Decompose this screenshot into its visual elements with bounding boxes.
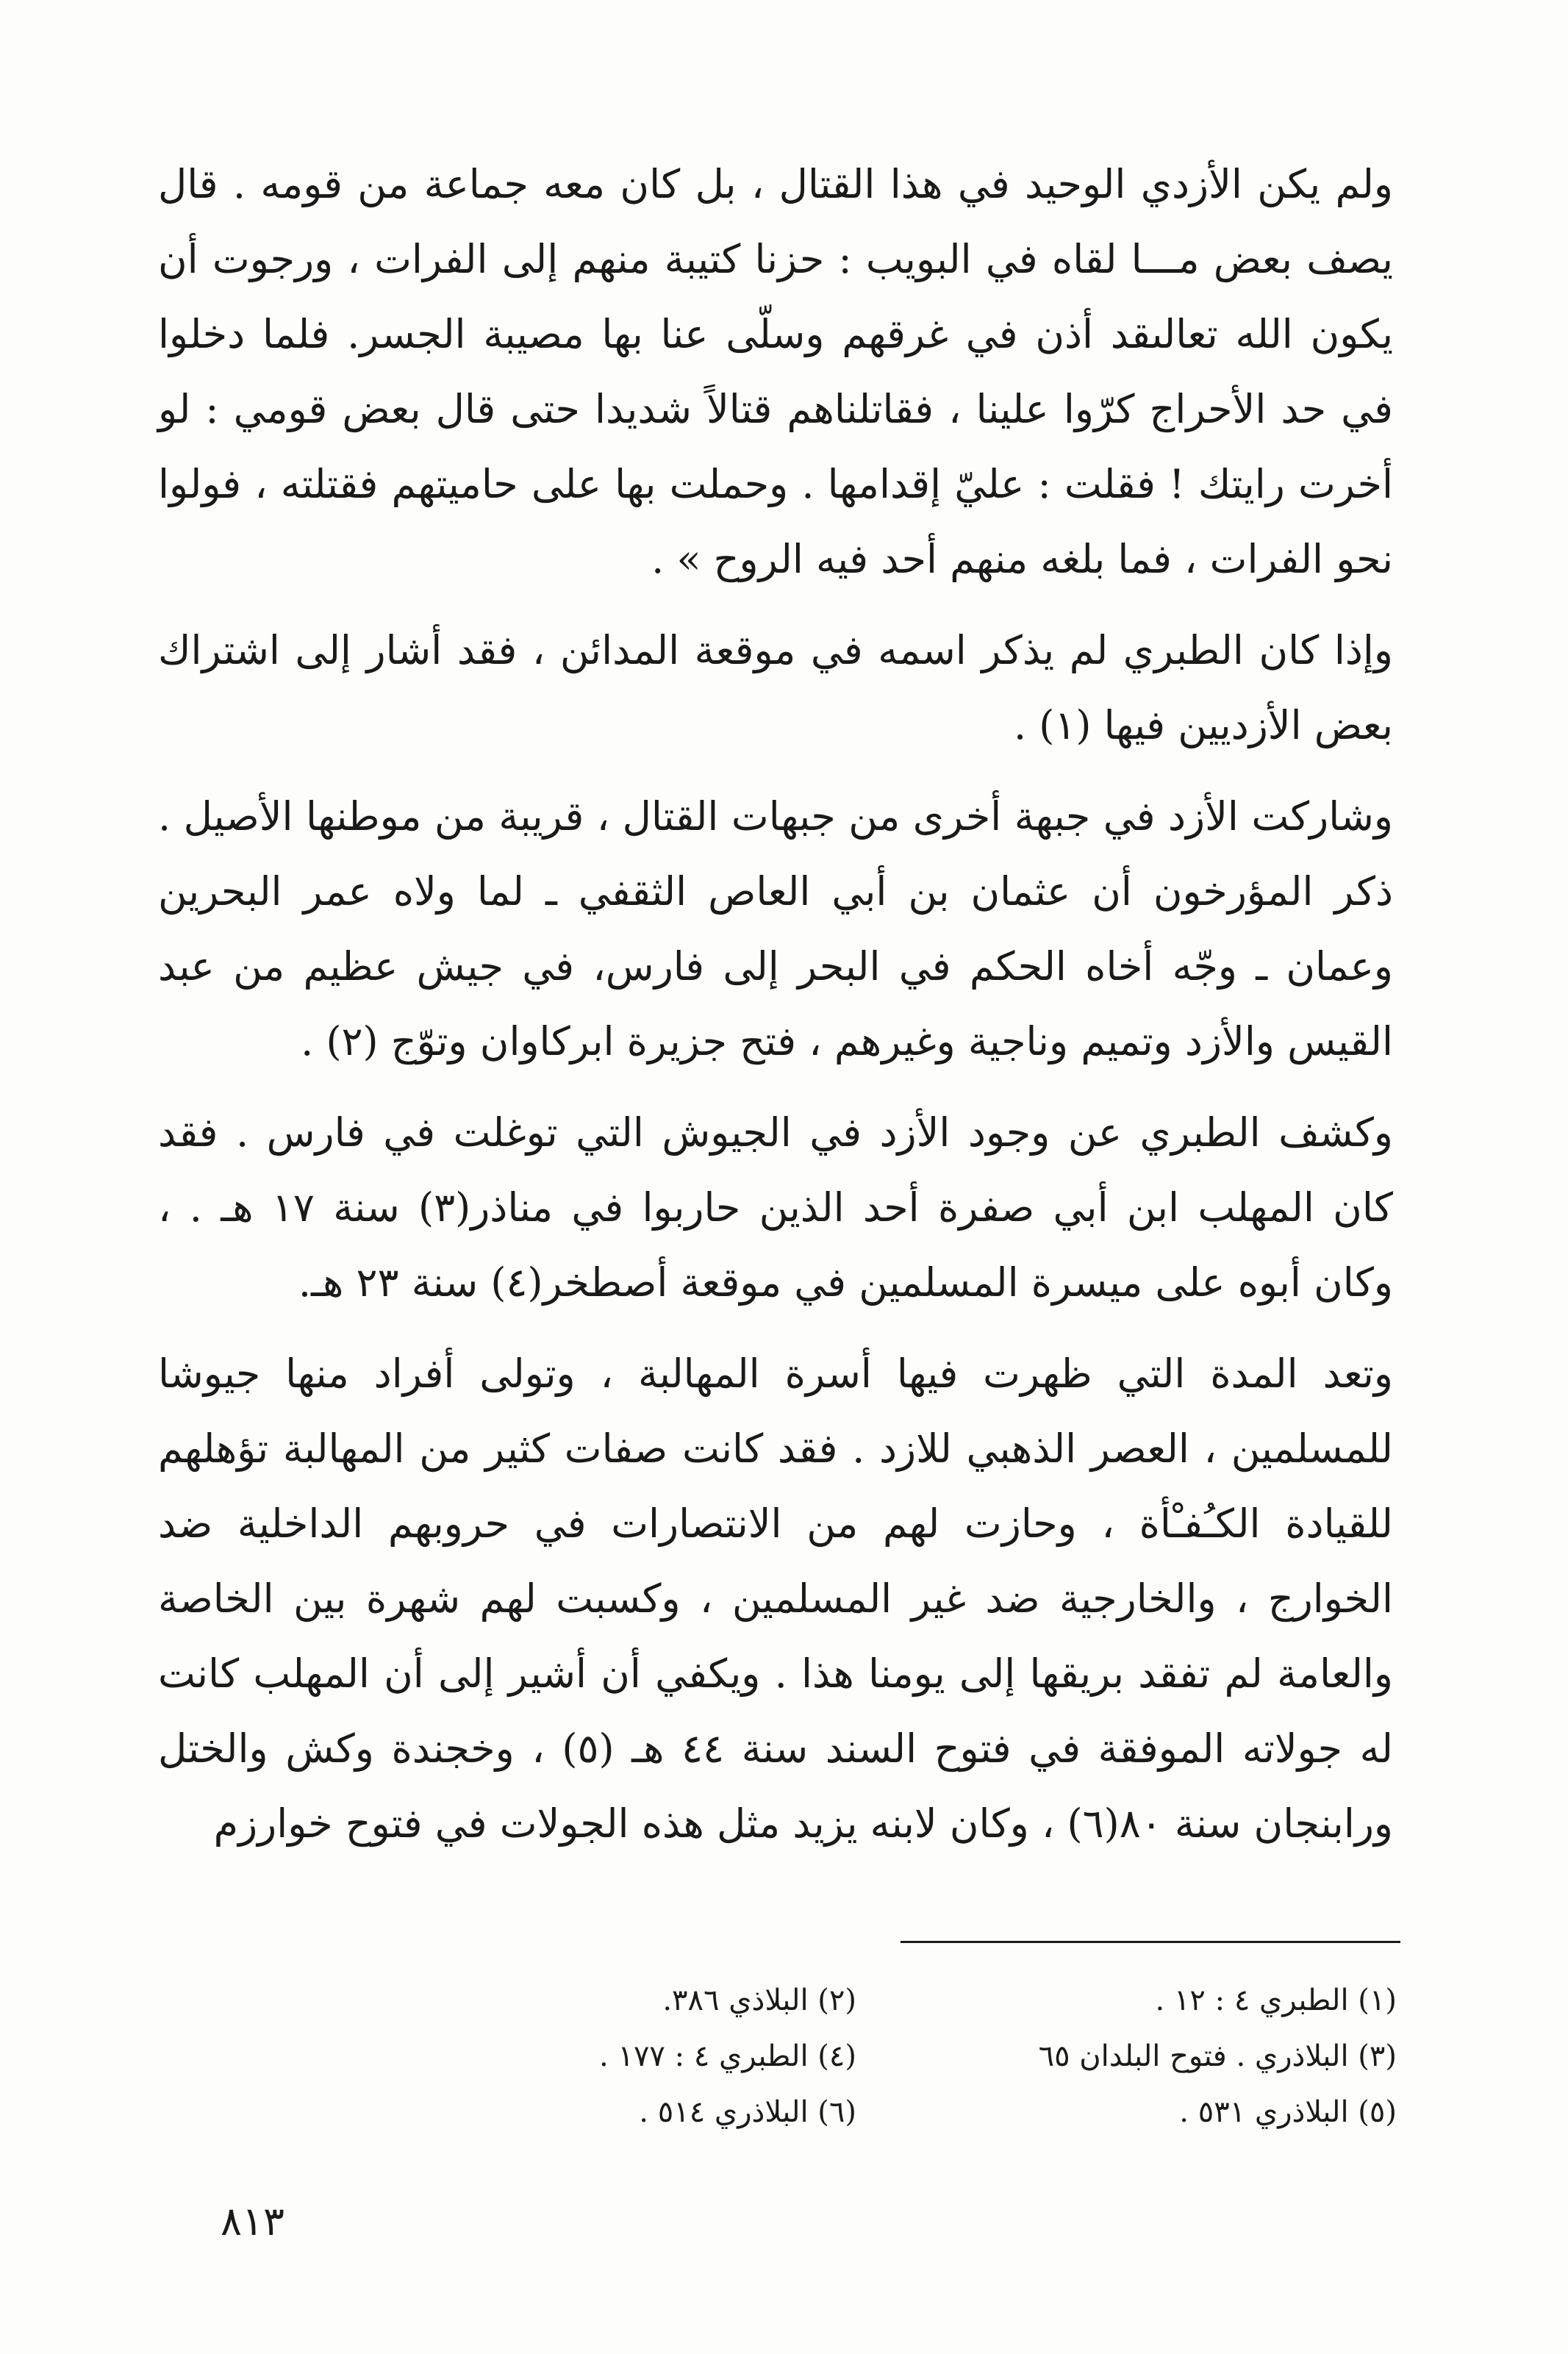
footnote-4: (٤) الطبري ٤ : ١٧٧ . [599, 2039, 856, 2073]
footnote-3: (٣) البلاذري . فتوح البلدان ٦٥ [1038, 2039, 1397, 2073]
footnote-divider [901, 1941, 1400, 1943]
paragraph-2: وإذا كان الطبري لم يذكر اسمه في موقعة المدائن ، فقد أشار إلى اشتراك بعض الأزديين فيها (١) . [158, 627, 1393, 748]
footnotes [382, 1978, 1397, 2135]
footnote-5: (٥) البلاذري ٥٣١ . [1179, 2095, 1397, 2129]
footnote-6: (٦) البلاذري ٥١٤ . [639, 2095, 856, 2129]
body-text [158, 147, 1393, 1878]
footnote-1: (١) الطبري ٤ : ١٢ . [1155, 1983, 1397, 2017]
paragraph-4: وكشف الطبري عن وجود الأزد في الجيوش التي توغلت في فارس . فقد كان المهلب ابن أبي صفرة أحد الذين حاربوا في مناذر(٣) سنة ١٧ هـ . ، وكان أبوه على ميسرة المسلمين في موقعة أصطخر(٤) سنة ٢٣ هـ. [158, 1109, 1393, 1306]
paragraph-1: ولم يكن الأزدي الوحيد في هذا القتال ، بل كان معه جماعة من قومه . قال يصف بعض مـــا لقاه في البويب : حزنا كتيبة منهم إلى الفرات ، ورجوت أن يكون الله تعالىقد أذن في غرقهم وسلّى عنا بها مصيبة الجسر. فلما دخلوا في حد الأحراج كرّوا علينا ، فقاتلناهم قتالاً شديدا حتى قال بعض قومي : لو أخرت رايتك ! فقلت : عليّ إقدامها . وحملت بها على حاميتهم فقتلته ، فولوا نحو الفرات ، فما بلغه منهم أحد فيه الروح » . [158, 161, 1393, 582]
paragraph-3: وشاركت الأزد في جبهة أخرى من جبهات القتال ، قريبة من موطنها الأصيل . ذكر المؤرخون أن عثمان بن أبي العاص الثقفي ـ لما ولاه عمر البحرين وعمان ـ وجّه أخاه الحكم في البحر إلى فارس، في جيش عظيم من عبد القيس والأزد وتميم وناجية وغيرهم ، فتح جزيرة ابركاوان وتوّج (٢) . [158, 793, 1393, 1065]
paragraph-5: وتعد المدة التي ظهرت فيها أسرة المهالبة ، وتولى أفراد منها جيوشا للمسلمين ، العصر الذهبي للازد . فقد كانت صفات كثير من المهالبة تؤهلهم للقيادة الكـُفـْأة ، وحازت لهم من الانتصارات في حروبهم الداخلية ضد الخوارج ، والخارجية ضد غير المسلمين ، وكسبت لهم شهرة بين الخاصة والعامة لم تفقد بريقها إلى يومنا هذا . ويكفي أن أشير إلى أن المهلب كانت له جولاته الموفقة في فتوح السند سنة ٤٤ هـ (٥) ، وخجندة وكش والختل ورابنجان سنة ٨٠(٦) ، وكان لابنه يزيد مثل هذه الجولات في فتوح خوارزم [158, 1350, 1393, 1847]
footnote-2: (٢) البلاذي ٣٨٦. [662, 1983, 856, 2017]
page-number: ٨١٣ [221, 2198, 285, 2244]
